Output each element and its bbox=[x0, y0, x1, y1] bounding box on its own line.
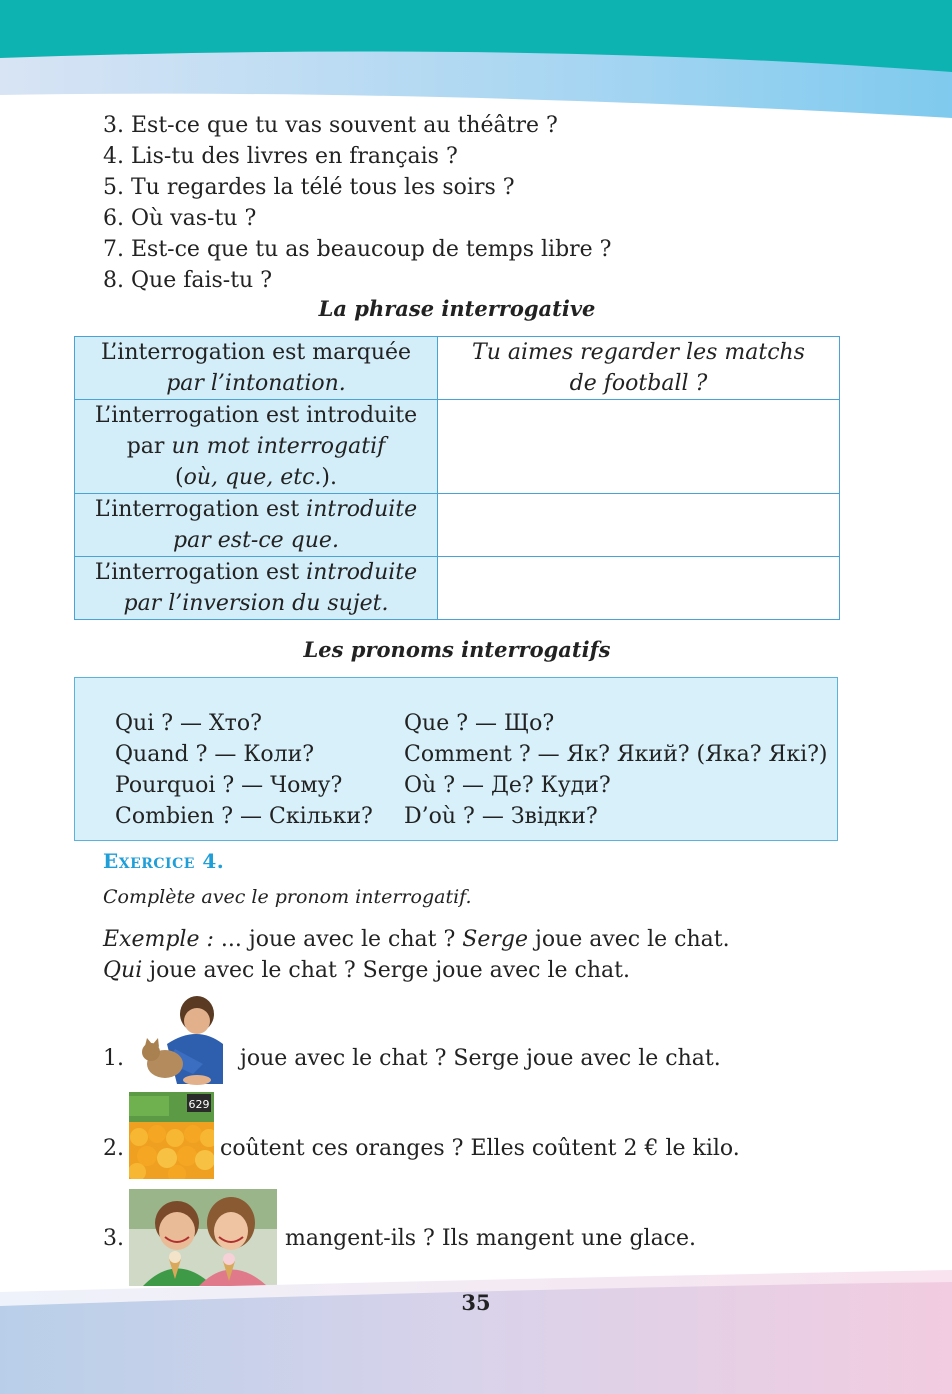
pronoun-entry: Qui ? — Хто? bbox=[115, 711, 262, 736]
example-line bbox=[103, 924, 730, 955]
pronoun-entry: Comment ? — Як? Який? (Яка? Які?) bbox=[404, 742, 828, 767]
item-text: joue avec le chat ? Serge joue avec le chat. bbox=[240, 1046, 721, 1071]
rule-text: ). bbox=[321, 465, 337, 490]
answer-line bbox=[103, 955, 730, 986]
example-subject: Serge bbox=[462, 927, 528, 952]
pronoun-entry: D’où ? — Звідки? bbox=[404, 804, 598, 829]
rule-text: introduite bbox=[306, 560, 418, 585]
answer-word: Qui bbox=[103, 958, 143, 983]
pronouns-box bbox=[74, 677, 838, 841]
list-item: 3. Est-ce que tu vas souvent au théâtre ? bbox=[103, 113, 558, 138]
rule-cell bbox=[75, 494, 438, 557]
example-label: Exemple : bbox=[103, 927, 214, 952]
list-item: 6. Où vas-tu ? bbox=[103, 206, 257, 231]
rule-text: introduite bbox=[306, 497, 418, 522]
example-cell-empty bbox=[438, 400, 840, 494]
pronouns-title: Les pronoms interrogatifs bbox=[303, 637, 611, 662]
pronoun-entry: Pourquoi ? — Чому? bbox=[115, 773, 343, 798]
item-number: 3. bbox=[103, 1226, 124, 1251]
table-row bbox=[75, 400, 840, 494]
phrase-table-title: La phrase interrogative bbox=[318, 296, 596, 321]
rule-text: L’interrogation est introduite bbox=[94, 403, 418, 428]
boy-with-cat-image bbox=[137, 994, 225, 1090]
table-row bbox=[75, 557, 840, 620]
rule-text: ( bbox=[174, 465, 184, 490]
pronouns-grid bbox=[115, 708, 827, 832]
table-row bbox=[75, 494, 840, 557]
oranges-stall-image bbox=[129, 1092, 214, 1179]
question-list bbox=[103, 110, 611, 296]
exercise-instruction: Complète avec le pronom interrogatif. bbox=[103, 886, 472, 908]
rule-cell bbox=[75, 400, 438, 494]
price-tag: 629 bbox=[188, 1098, 210, 1111]
list-item: 5. Tu regardes la télé tous les soirs ? bbox=[103, 175, 515, 200]
bottom-decorative-band bbox=[0, 1270, 952, 1394]
rule-text: L’interrogation est marquée bbox=[100, 340, 412, 365]
example-cell-empty bbox=[438, 557, 840, 620]
item-text: mangent-ils ? Ils mangent une glace. bbox=[285, 1226, 697, 1251]
list-item: 4. Lis-tu des livres en français ? bbox=[103, 144, 458, 169]
rule-cell bbox=[75, 557, 438, 620]
exercise-heading: Exercice 4. bbox=[103, 849, 225, 873]
rule-text: par est-ce que. bbox=[173, 528, 339, 553]
item-text: coûtent ces oranges ? Elles coûtent 2 € le kilo. bbox=[220, 1136, 740, 1161]
rule-text: L’interrogation est bbox=[94, 560, 307, 585]
example-cell bbox=[438, 337, 840, 400]
rule-cell bbox=[75, 337, 438, 400]
list-item: 8. Que fais-tu ? bbox=[103, 268, 273, 293]
pronoun-entry: Où ? — Де? Куди? bbox=[404, 773, 611, 798]
page-number: 35 bbox=[461, 1290, 491, 1315]
rule-text: par l’inversion du sujet. bbox=[123, 591, 389, 616]
pronoun-entry: Combien ? — Скільки? bbox=[115, 804, 373, 829]
example-text: ... joue avec le chat ? bbox=[213, 927, 463, 952]
example-text: Tu aimes regarder les matchs bbox=[472, 340, 805, 365]
item-number: 2. bbox=[103, 1136, 124, 1161]
table-row bbox=[75, 337, 840, 400]
list-item: 7. Est-ce que tu as beaucoup de temps libre ? bbox=[103, 237, 612, 262]
pronoun-entry: Que ? — Що? bbox=[404, 711, 555, 736]
example-cell-empty bbox=[438, 494, 840, 557]
item-number: 1. bbox=[103, 1046, 124, 1071]
rule-text: L’interrogation est bbox=[94, 497, 307, 522]
rule-text: par l’intonation. bbox=[166, 371, 346, 396]
exercise-example bbox=[103, 924, 730, 986]
example-text: de football ? bbox=[569, 371, 708, 396]
rule-text: un mot interrogatif bbox=[171, 434, 386, 459]
pronoun-entry: Quand ? — Коли? bbox=[115, 742, 315, 767]
top-decorative-band bbox=[0, 0, 952, 120]
rule-text: où, que, etc. bbox=[183, 465, 322, 490]
answer-text: joue avec le chat ? Serge joue avec le chat. bbox=[142, 958, 630, 983]
phrase-interrogative-table bbox=[74, 336, 840, 620]
rule-text: par bbox=[126, 434, 172, 459]
example-text: joue avec le chat. bbox=[528, 927, 730, 952]
